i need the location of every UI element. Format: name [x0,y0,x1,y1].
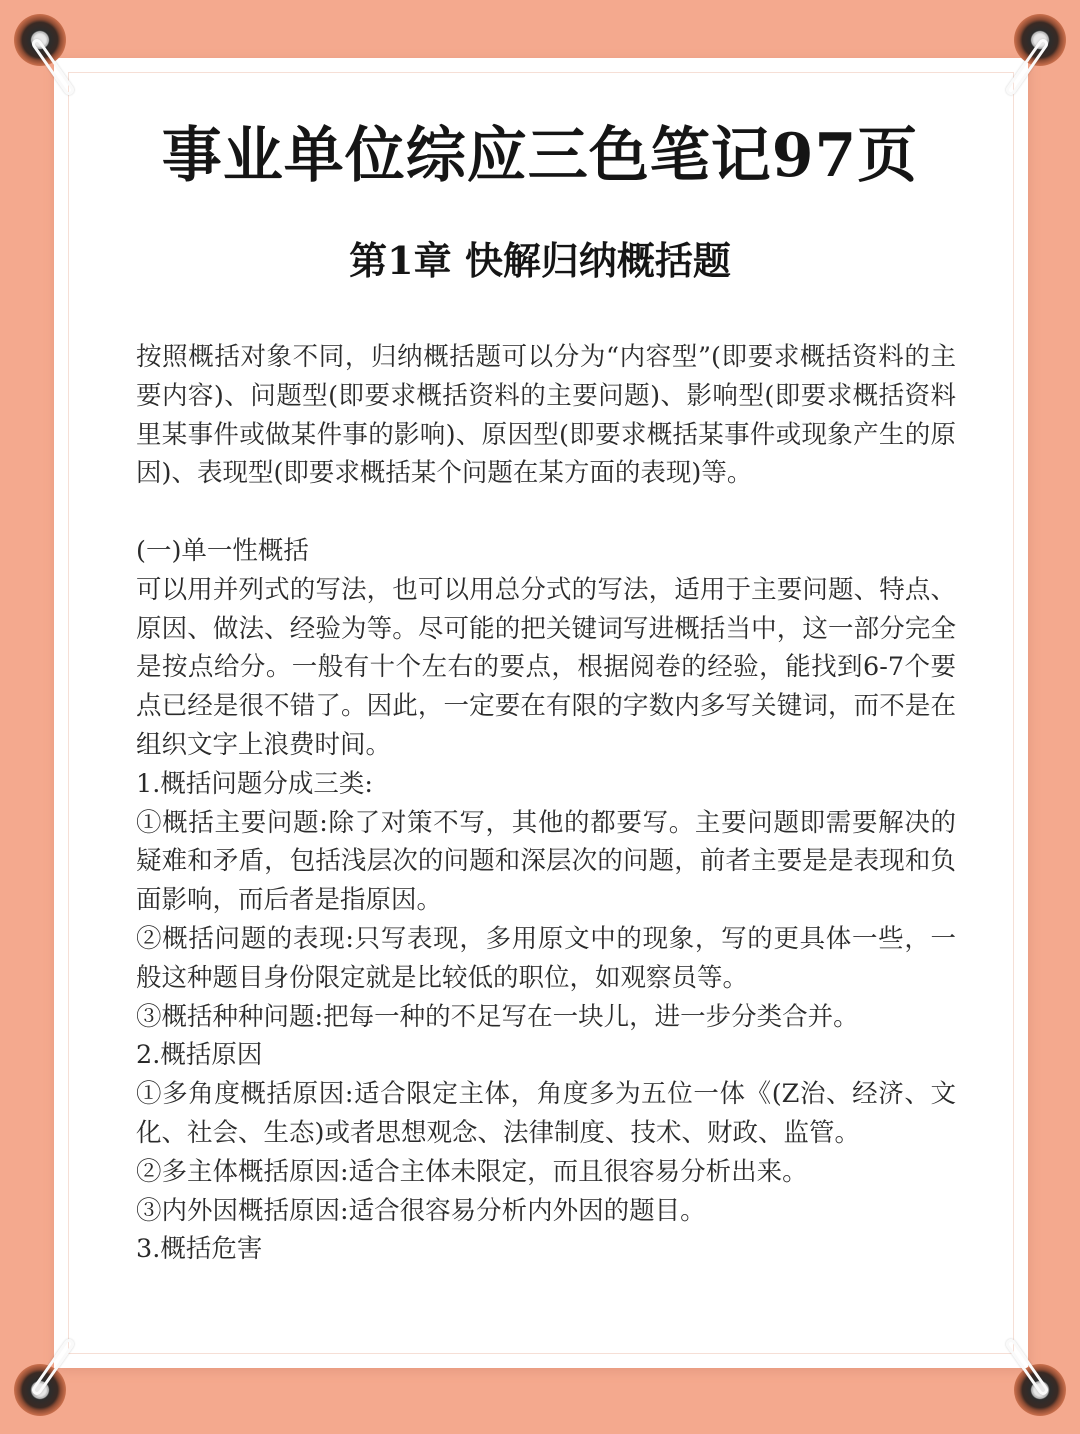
list-item: ③概括种种问题:把每一种的不足写在一块儿，进一步分类合并。 [136,1001,859,1032]
subheading: 3.概括危害 [136,1234,263,1265]
page-title: 事业单位综应三色笔记97页 [161,121,919,191]
list-item: ②多主体概括原因:适合主体未限定，而且很容易分析出来。 [136,1156,808,1187]
subheading: 2.概括原因 [136,1040,263,1071]
paragraph-gap [136,493,956,532]
subheading: 1.概括问题分成三类: [136,768,373,799]
list-item: ①多角度概括原因:适合限定主体，角度多为五位一体《(Z治、经济、文化、社会、生态)或者思想观念、法律制度、技术、财政、监管。 [136,1079,956,1148]
list-item: ①概括主要问题:除了对策不写，其他的都要写。主要问题即需要解决的疑难和矛盾，包括浅层次的问题和深层次的问题，前者主要是是表现和负面影响，而后者是指原因。 [136,807,956,916]
intro-paragraph: 按照概括对象不同，归纳概括题可以分为“内容型”(即要求概括资料的主要内容)、问题型(即要求概括资料的主要问题)、影响型(即要求概括资料里某事件或做某件事的影响)、原因型(即要求概括某事件或现象产生的原因)、表现型(即要求概括某个问题在某方面的表现)等。 [136,342,956,489]
list-item: ②概括问题的表现:只写表现，多用原文中的现象，写的更具体一些，一般这种题目身份限定就是比较低的职位，如观察员等。 [136,923,956,993]
section-heading: (一)单一性概括 [136,535,309,566]
section-paragraph: 可以用并列式的写法，也可以用总分式的写法，适用于主要问题、特点、原因、做法、经验为等。尽可能的把关键词写进概括当中，这一部分完全是按点给分。一般有十个左右的要点，根据阅卷的经验，能找到6-7个要点已经是很不错了。因此，一定要在有限的字数内多写关键词，而不是在组织文字上浪费时间。 [136,574,956,760]
list-item: ③内外因概括原因:适合很容易分析内外因的题目。 [136,1195,706,1226]
chapter-heading: 第1章 快解归纳概括题 [349,238,731,283]
note-body [136,338,956,1269]
